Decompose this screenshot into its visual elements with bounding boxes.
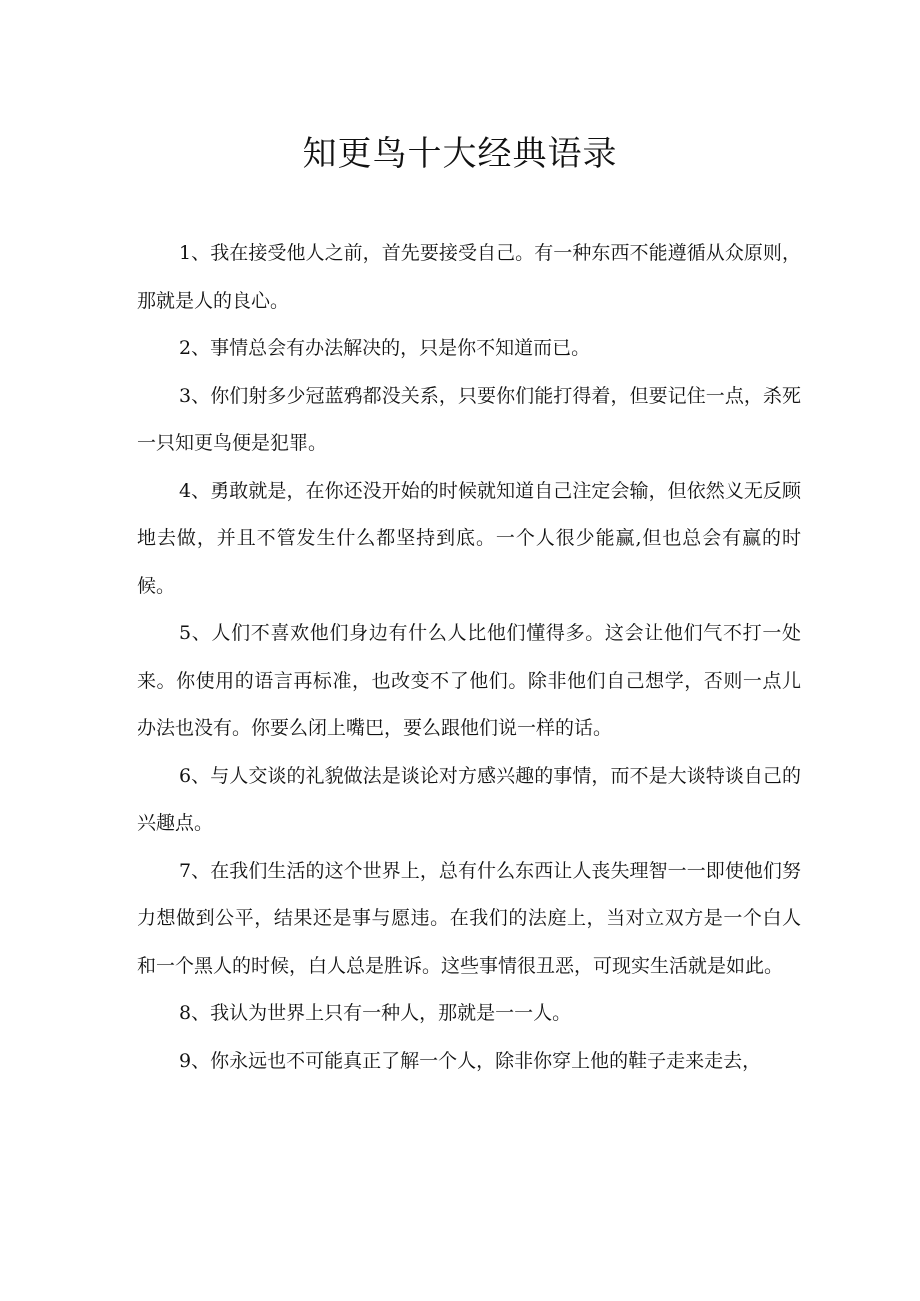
document-body — [137, 230, 801, 1085]
page-title: 知更鸟十大经典语录 — [302, 134, 618, 174]
quote-paragraph-3: 3、你们射多少冠蓝鸦都没关系，只要你们能打得着，但要记住一点，杀死一只知更鸟便是犯罪。 — [137, 384, 801, 454]
quote-paragraph-2: 2、事情总会有办法解决的，只是你不知道而已。 — [179, 337, 591, 359]
quote-paragraph-5: 5、人们不喜欢他们身边有什么人比他们懂得多。这会让他们气不打一处来。你使用的语言再标准，也改变不了他们。除非他们自己想学，否则一点儿办法也没有。你要么闭上嘴巴，要么跟他们说一样的话。 — [137, 622, 801, 739]
quote-paragraph-9: 9、你永远也不可能真正了解一个人，除非你穿上他的鞋子走来走去， — [179, 1049, 762, 1072]
quote-paragraph-4: 4、勇敢就是，在你还没开始的时候就知道自己注定会输，但依然义无反顾地去做，并且不管发生什么都坚持到底。一个人很少能赢,但也总会有赢的时候。 — [137, 479, 801, 597]
quote-paragraph-7: 7、在我们生活的这个世界上，总有什么东西让人丧失理智一一即使他们努力想做到公平，结果还是事与愿违。在我们的法庭上，当对立双方是一个白人和一个黑人的时候，白人总是胜诉。这些事情很丑恶，可现实生活就是如此。 — [137, 859, 801, 977]
quote-paragraph-6: 6、与人交谈的礼貌做法是谈论对方感兴趣的事情，而不是大谈特谈自己的兴趣点。 — [137, 764, 801, 834]
quote-paragraph-8: 8、我认为世界上只有一种人，那就是一一人。 — [179, 1002, 572, 1024]
quote-paragraph-1: 1、我在接受他人之前，首先要接受自己。有一种东西不能遵循从众原则，那就是人的良心。 — [137, 242, 801, 312]
